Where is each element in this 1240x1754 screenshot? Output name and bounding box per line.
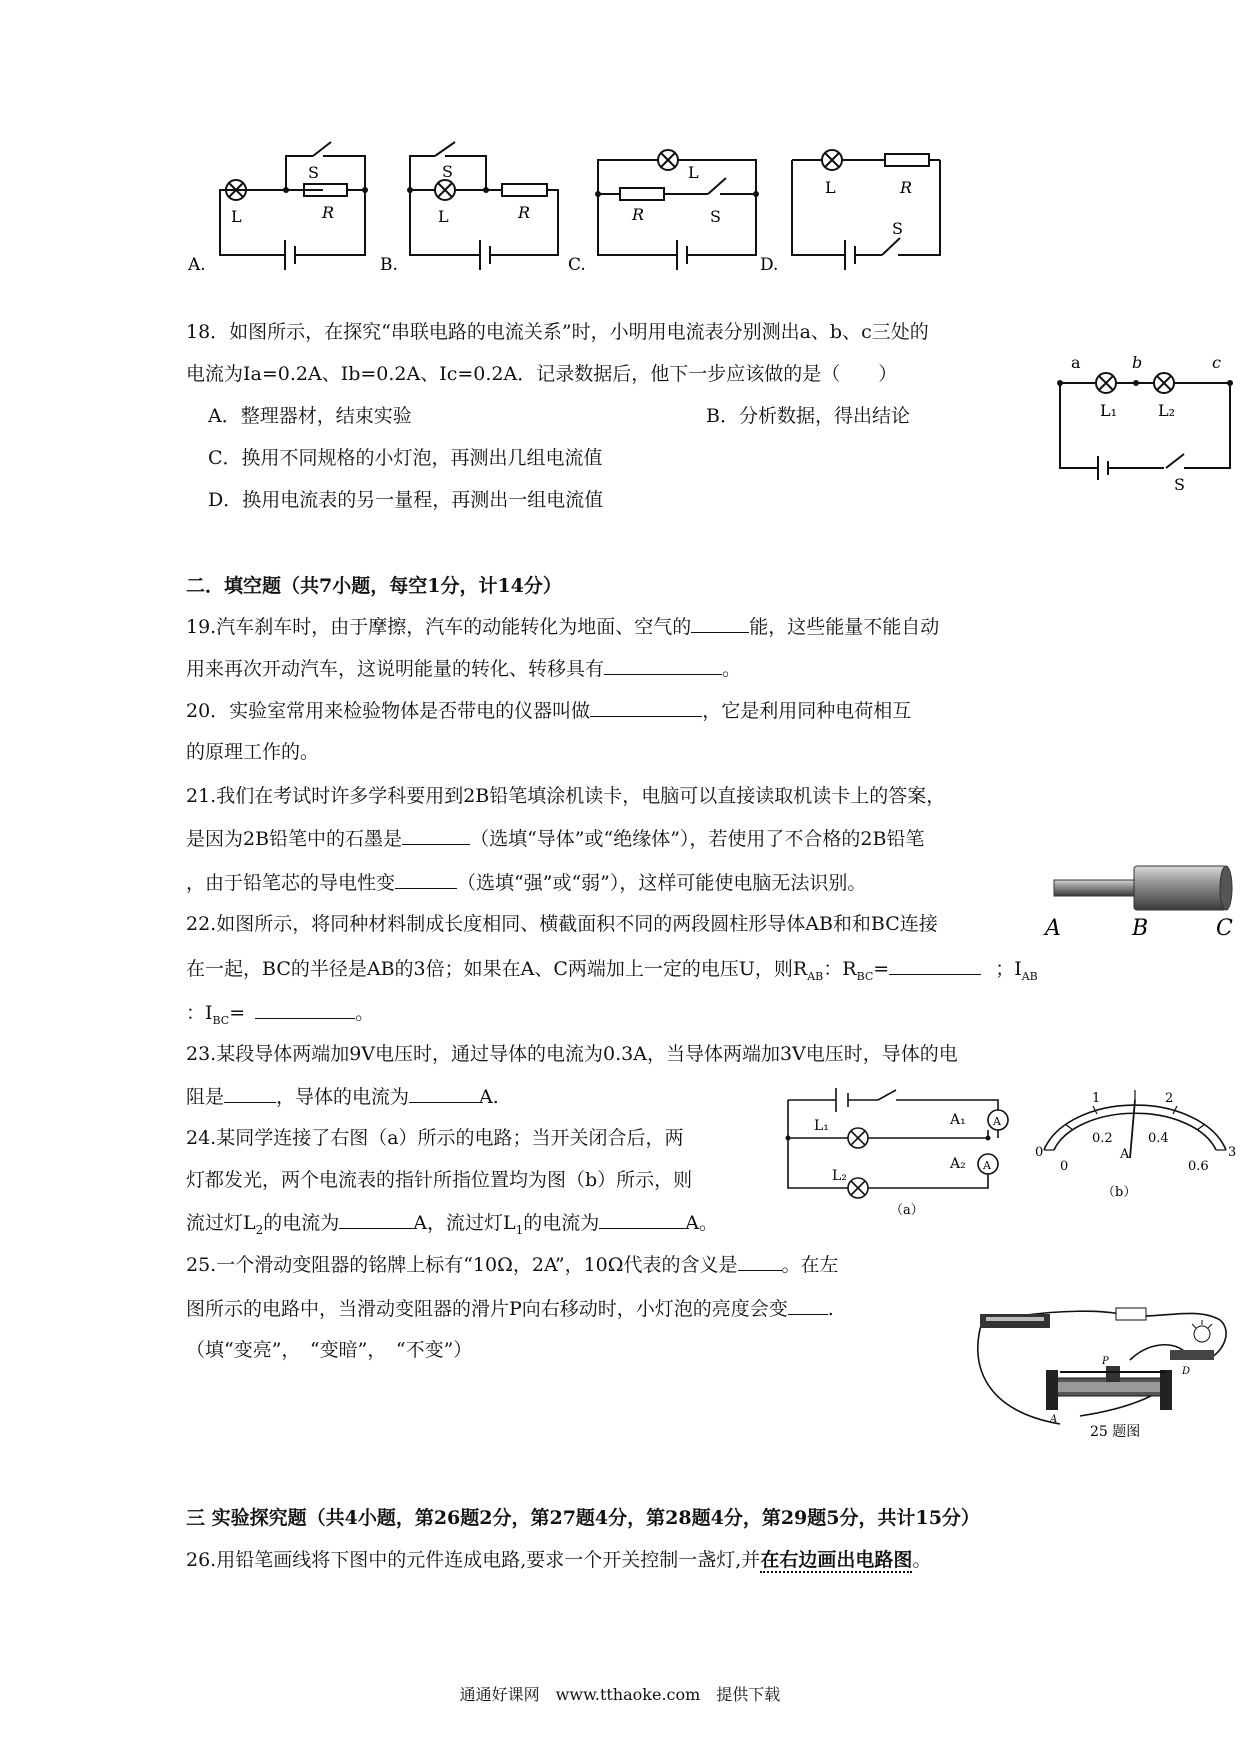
q22-blank-1[interactable]: [889, 956, 981, 975]
q21-blank-1[interactable]: [402, 826, 470, 845]
q17-option-c: C.: [568, 255, 586, 275]
q21-line-2: 是因为2B铅笔中的石墨是 （选填“导体”或“绝缘体”），若使用了不合格的2B铅笔: [186, 828, 925, 850]
q22-blank-2[interactable]: [255, 1000, 355, 1019]
q18-fig-b: b: [1132, 353, 1143, 372]
q23-line-1: 23.某段导体两端加9V电压时，通过导体的电流为0.3A，当导体两端加3V电压时，导体的电: [186, 1043, 958, 1065]
q19-blank-2[interactable]: [604, 656, 722, 675]
q25-fig-P: P: [1102, 1356, 1109, 1367]
q18-fig-S: S: [1174, 475, 1185, 494]
q24a-meter-2: A: [983, 1159, 991, 1172]
q24b-sub-0: 0: [1060, 1159, 1069, 1174]
q25-fig-A: A: [1050, 1414, 1058, 1425]
q17-c-S-label: S: [710, 207, 721, 226]
q18-option-b: B．分析数据，得出结论: [706, 405, 910, 427]
q24a-A2: A₂: [950, 1156, 966, 1172]
q22-line-2: 在一起，BC的半径是AB的3倍；如果在A、C两端加上一定的电压U，则$R_{AB}$：$R_{BC}=$ ；$I_{AB}$: [186, 958, 1038, 983]
q25-rheostat-circuit-figure: [970, 1300, 1240, 1440]
q17-d-R-label: R: [900, 178, 913, 197]
q20-blank[interactable]: [590, 698, 702, 717]
q24-line-2: 灯都发光，两个电流表的指针所指位置均为图（b）所示，则: [186, 1169, 693, 1191]
q17-b-R-label: R: [518, 203, 531, 222]
q18-fig-c: c: [1212, 353, 1221, 372]
q19-line-2: 用来再次开动汽车，这说明能量的转化、转移具有 。: [186, 658, 742, 680]
q18-fig-L1: L₁: [1100, 401, 1118, 420]
q17-option-a: A.: [188, 255, 206, 275]
q25-blank-2[interactable]: [788, 1296, 828, 1315]
q25-blank-1[interactable]: [738, 1252, 782, 1271]
q21-line-1: 21.我们在考试时许多学科要用到2B铅笔填涂机读卡，电脑可以直接读取机读卡上的答案，: [186, 785, 946, 807]
q22-fig-label-c: C: [1216, 916, 1233, 940]
q18-series-circuit-figure: [1050, 350, 1240, 500]
q17-b-L-label: L: [438, 207, 449, 226]
q25-line-3: （填“变亮”， “变暗”， “不变”）: [186, 1339, 473, 1361]
q23-blank-2[interactable]: [409, 1084, 479, 1103]
q17-d-S-label: S: [892, 219, 903, 238]
q26-line: 26.用铅笔画线将下图中的元件连成电路,要求一个开关控制一盏灯,并在右边画出电路图。: [186, 1549, 932, 1571]
q24b-unit: A: [1120, 1147, 1130, 1162]
q21-line-3: ，由于铅笔芯的导电性变 （选填“强”或“弱”），这样可能使电脑无法识别。: [186, 872, 867, 894]
q24-line-1: 24.某同学连接了右图（a）所示的电路；当开关闭合后，两: [186, 1127, 684, 1149]
q24b-tick-3: 3: [1228, 1145, 1237, 1160]
q24-circuit-a-figure: [778, 1080, 1018, 1220]
page-footer: 通通好课网 www.tthaoke.com 提供下载: [459, 1685, 781, 1704]
q19-blank-1[interactable]: [691, 614, 749, 633]
q18-line-1: 18．如图所示，在探究“串联电路的电流关系”时，小明用电流表分别测出a、b、c三处的: [186, 321, 929, 343]
q24-blank-2[interactable]: [599, 1210, 685, 1229]
q24-line-3: 流过灯$L_2$的电流为 A，流过灯$L_1$的电流为 A。: [186, 1212, 719, 1237]
section-2-heading: 二．填空题（共7小题，每空1分，计14分）: [186, 575, 562, 597]
q24b-tick-0: 0: [1035, 1145, 1044, 1160]
q17-a-S-label: S: [308, 163, 319, 182]
q24b-tick-2: 2: [1165, 1091, 1174, 1106]
q19-line-1: 19.汽车刹车时，由于摩擦，汽车的动能转化为地面、空气的 能，这些能量不能自动: [186, 616, 940, 638]
q17-c-L-label: L: [688, 163, 699, 182]
q17-b-S-label: S: [442, 162, 453, 181]
q24a-meter-1: A: [993, 1115, 1001, 1128]
q25-line-2: 图所示的电路中，当滑动变阻器的滑片P向右移动时，小灯泡的亮度会变 .: [186, 1298, 834, 1320]
q23-line-2: 阻是 ，导体的电流为 A.: [186, 1086, 499, 1108]
q20-line-1: 20．实验室常用来检验物体是否带电的仪器叫做 ，它是利用同种电荷相互: [186, 700, 912, 722]
q18-option-a: A．整理器材，结束实验: [208, 405, 412, 427]
q24a-caption: （a）: [890, 1203, 924, 1218]
q17-d-L-label: L: [825, 178, 836, 197]
q24b-caption: （b）: [1102, 1185, 1137, 1200]
q22-line-1: 22.如图所示，将同种材料制成长度相同、横截面积不同的两段圆柱形导体AB和和BC连接: [186, 913, 938, 935]
q24b-sub-02: 0.2: [1092, 1131, 1113, 1146]
q24-ammeter-dial-figure: [1030, 1086, 1240, 1206]
q24-blank-1[interactable]: [339, 1210, 413, 1229]
q24b-tick-1: 1: [1092, 1091, 1101, 1106]
q22-fig-label-a: A: [1045, 916, 1061, 940]
q18-fig-a: a: [1071, 353, 1081, 372]
q17-option-d: D.: [760, 255, 779, 275]
q25-fig-D: D: [1182, 1366, 1191, 1377]
q21-blank-2[interactable]: [395, 870, 457, 889]
q25-fig-caption: 25 题图: [1090, 1424, 1141, 1440]
q23-blank-1[interactable]: [224, 1084, 276, 1103]
q17-a-L-label: L: [231, 207, 242, 226]
q18-fig-L2: L₂: [1158, 401, 1176, 420]
q18-line-2: 电流为Ia=0.2A、Ib=0.2A、Ic=0.2A．记录数据后，他下一步应该做的是（ ）: [186, 363, 898, 385]
q22-line-3: ：$I_{BC}=$ 。: [186, 1002, 375, 1027]
q18-option-d: D．换用电流表的另一量程，再测出一组电流值: [208, 489, 604, 511]
section-3-heading: 三 实验探究题（共4小题，第26题2分，第27题4分，第28题4分，第29题5分，共计15分）: [186, 1507, 980, 1529]
q20-line-2: 的原理工作的。: [186, 741, 320, 763]
q17-option-b: B.: [380, 255, 398, 275]
q24b-sub-04: 0.4: [1148, 1131, 1169, 1146]
q18-option-c: C．换用不同规格的小灯泡，再测出几组电流值: [208, 447, 603, 469]
q22-fig-label-b: B: [1132, 916, 1149, 940]
q24a-A1: A₁: [950, 1112, 966, 1128]
q17-a-R-label: R: [322, 203, 335, 222]
q24b-sub-06: 0.6: [1188, 1159, 1209, 1174]
q22-conductor-figure: [1040, 860, 1240, 940]
q25-line-1: 25.一个滑动变阻器的铭牌上标有“10Ω，2A”，10Ω代表的含义是 。在左: [186, 1254, 839, 1276]
q24a-L1: L₁: [814, 1118, 829, 1134]
q17-c-R-label: R: [632, 205, 645, 224]
q17-circuit-figures: [180, 130, 1080, 305]
q24a-L2: L₂: [832, 1168, 847, 1184]
